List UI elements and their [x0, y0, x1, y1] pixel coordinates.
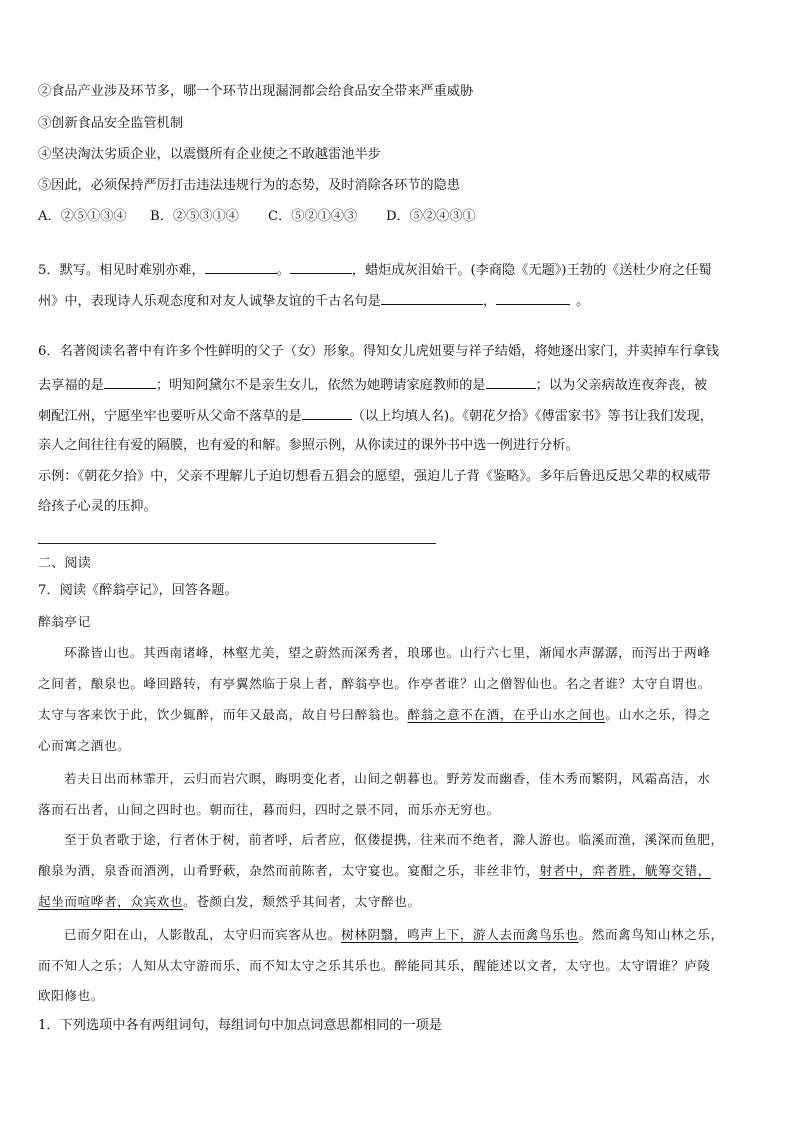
section-heading: 二、阅读: [38, 556, 91, 571]
q6-blank-3[interactable]: [302, 405, 352, 420]
q4-option-c[interactable]: C．⑤②①④③: [268, 209, 358, 224]
passage-line: 而不知人之乐；人知从太守游而乐，而不知太守之乐其乐也。醉能同其乐，醒能述以文者，太守也。太守谓谁？庐陵: [38, 958, 711, 973]
q6-blank-1[interactable]: [104, 374, 156, 389]
q4-option-b[interactable]: B．②⑤③①④: [150, 209, 239, 224]
q6-blank-2[interactable]: [486, 374, 536, 389]
q6-example-2: 给孩子心灵的压抑。: [38, 499, 157, 514]
q6-line-2: [38, 374, 707, 396]
q7-prompt: 7．阅读《醉翁亭记》，回答各题。: [38, 583, 238, 598]
q5-text-6: 。: [576, 294, 590, 309]
passage-line: 落而石出者，山间之四时也。朝而往，暮而归，四时之景不同，而乐亦无穷也。: [38, 802, 500, 817]
passage-line: [38, 892, 421, 912]
passage-title: 醉翁亭记: [38, 614, 91, 629]
underlined-sentence: 射者中，弈者胜，觥筹交错，: [539, 863, 711, 878]
sub-question-1: 1．下列选项中各有两组词句，每组词句中加点词意思都相同的一项是: [38, 1018, 443, 1033]
q4-options: [38, 207, 476, 227]
underlined-sentence: 醉翁之意不在酒，在乎山水之间也: [407, 707, 606, 722]
q4-item-4: ④坚决淘汰劣质企业，以震慑所有企业使之不敢越雷池半步: [38, 147, 381, 162]
underlined-sentence: 树林阴翳，鸣声上下，游人去而禽鸟乐也: [341, 927, 579, 942]
q5-blank-1[interactable]: [205, 259, 277, 274]
passage-line: 心而寓之酒也。: [38, 738, 131, 753]
passage-text: 酿泉为酒，泉香而酒洌，山肴野蔌，杂然而前陈者，太守宴也。宴酣之乐，非丝非竹，: [38, 863, 540, 878]
q6-line-3: [38, 405, 713, 427]
q4-item-3: ③创新食品安全监管机制: [38, 116, 184, 131]
q5-text-1: 5．默写。相见时难别亦难，: [38, 263, 205, 278]
passage-text: 。然而禽鸟知山林之乐，: [578, 927, 724, 942]
passage-line: 环滁皆山也。其西南诸峰，林壑尤美，望之蔚然而深秀者，琅琊也。山行六七里，渐闻水声潺潺，而泻出于两峰: [64, 645, 711, 660]
q5-blank-4[interactable]: [496, 290, 570, 305]
q6-text-1: 去享福的是: [38, 378, 104, 393]
passage-text: 。山水之乐，得之: [605, 707, 711, 722]
passage-line: 至于负者歌于途，行者休于树，前者呼，后者应，伛偻提携，往来而不绝者，滁人游也。临溪而渔，溪深而鱼肥，: [64, 832, 724, 847]
q4-option-a[interactable]: A．②⑤①③④: [38, 209, 127, 224]
underlined-sentence: 起坐而喧哗者，众宾欢也: [38, 894, 184, 909]
q4-item-2: ②食品产业涉及环节多，哪一个环节出现漏洞都会给食品安全带来严重威胁: [38, 84, 474, 99]
q6-text-2: ；明知阿黛尔不是亲生女儿，依然为她聘请家庭教师的是: [155, 378, 486, 393]
passage-text: 。苍颜白发，颓然乎其间者，太守醉也。: [183, 894, 421, 909]
q6-line-1: 6．名著阅读名著中有许多个性鲜明的父子（女）形象。得知女儿虎妞要与祥子结婚，将她逐出家门，并卖掉车行拿钱: [38, 344, 719, 359]
passage-line: 欧阳修也。: [38, 988, 104, 1003]
passage-line: [38, 861, 711, 881]
passage-text: 太守与客来饮于此，饮少辄醉，而年又最高，故自号曰醉翁也。: [38, 707, 408, 722]
q6-line-4: 亲人之间往往有爱的隔膜，也有爱的和解。参照示例，从你读过的课外书中选一例进行分析。: [38, 438, 579, 453]
passage-line: 若夫日出而林霏开，云归而岩穴暝，晦明变化者，山间之朝暮也。野芳发而幽香，佳木秀而繁阴，风霜高洁，水: [64, 771, 711, 786]
q5-text-5: ，: [482, 294, 497, 309]
q5-text-4: 州》中，表现诗人乐观态度和对友人诚挚友谊的千古名句是: [38, 294, 381, 309]
q4-item-5: ⑤因此，必须保持严厉打击违法违规行为的态势，及时消除各环节的隐患: [38, 178, 460, 193]
q6-text-5: （以上均填人名)。《朝花夕拾》《傅雷家书》等书让我们发现，: [351, 409, 713, 424]
q5-text-2: 。: [276, 263, 290, 278]
q6-text-3: ；以为父亲病故连夜奔丧，被: [535, 378, 708, 393]
answer-line[interactable]: [38, 543, 436, 544]
q5-blank-3[interactable]: [381, 290, 483, 305]
q5-line-2: [38, 290, 589, 312]
passage-text: 已而夕阳在山，人影散乱，太守归而宾客从也。: [64, 927, 342, 942]
passage-line: [64, 925, 724, 945]
passage-line: 之间者，酿泉也。峰回路转，有亭翼然临于泉上者，醉翁亭也。作亭者谁？山之僧智仙也。名之者谁？太守自谓也。: [38, 676, 711, 691]
q4-option-d[interactable]: D．⑤②④③①: [386, 209, 476, 224]
q6-text-4: 刺配江州，宁愿坐牢也要听从父命不落草的是: [38, 409, 302, 424]
q5-blank-2[interactable]: [290, 259, 352, 274]
q6-example-1: 示例：《朝花夕拾》中，父亲不理解儿子迫切想看五猖会的愿望，强迫儿子背《鉴略》。多年后鲁迅反思父辈的权威带: [38, 469, 711, 484]
passage-line: [38, 705, 711, 725]
q5-line-1: [38, 259, 712, 281]
q5-text-3: ，蜡炬成灰泪始干。(李商隐《无题》)王勃的《送杜少府之任蜀: [351, 263, 712, 278]
